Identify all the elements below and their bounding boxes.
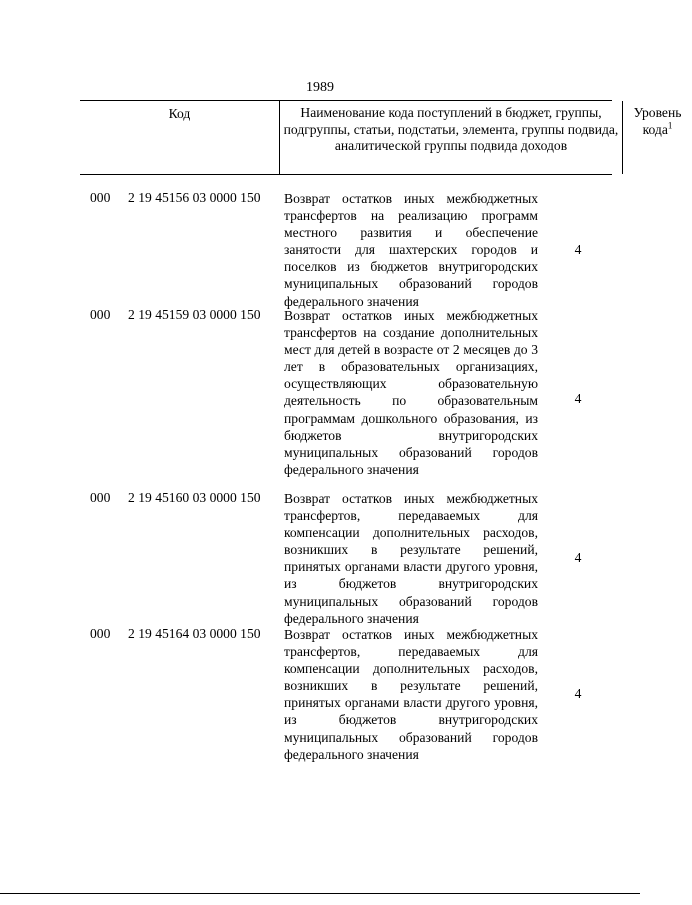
row-description: Возврат остатков иных межбюджетных трансфертов на реализацию программ местного развития и обеспечение занятости для шахтерских городов и поселков из бюджетов внутригородских муниципальных образований городов федерального значения: [284, 191, 538, 309]
row-prefix: 000: [90, 626, 111, 641]
table-header: [80, 100, 682, 175]
row-code: 2 19 45159 03 0000 150: [128, 307, 261, 322]
row-prefix: 000: [90, 190, 111, 205]
row-description: Возврат остатков иных межбюджетных трансфертов на создание дополнительных мест для детей в возрасте от 2 месяцев до 3 лет в образовательных организациях, осуществляющих образовательную деятельность по образовательным программам дошкольного образования, из бюджетов внутригородских муниципальных образований городов федерального значения: [284, 308, 538, 477]
row-level: 4: [574, 550, 582, 565]
row-prefix: 000: [90, 307, 111, 322]
row-code: 2 19 45164 03 0000 150: [128, 626, 261, 641]
header-level-footnote: 1: [667, 119, 673, 130]
row-level: 4: [574, 686, 582, 701]
row-level: 4: [574, 391, 582, 406]
page-number: 1989: [306, 80, 334, 95]
row-description: Возврат остатков иных межбюджетных трансфертов, передаваемых для компенсации дополнительных расходов, возникших в результате решений, принятых органами власти другого уровня, из бюджетов внутригородских муниципальных образований городов федерального значения: [284, 491, 538, 626]
page-bottom-rule: [0, 893, 640, 894]
row-level: 4: [574, 242, 582, 257]
header-level-label: Уровень кода: [633, 105, 682, 137]
header-code: Код: [80, 101, 280, 174]
row-prefix: 000: [90, 490, 111, 505]
header-level: [623, 101, 692, 174]
row-description: Возврат остатков иных межбюджетных трансфертов, передаваемых для компенсации дополнительных расходов, возникших в результате решений, принятых органами власти другого уровня, из бюджетов внутригородских муниципальных образований городов федерального значения: [284, 627, 538, 762]
row-code: 2 19 45156 03 0000 150: [128, 190, 261, 205]
header-name: Наименование кода поступлений в бюджет, группы, подгруппы, статьи, подстатьи, элемента, группы подвида, аналитической группы подвида доходов: [280, 101, 623, 174]
row-code: 2 19 45160 03 0000 150: [128, 490, 261, 505]
